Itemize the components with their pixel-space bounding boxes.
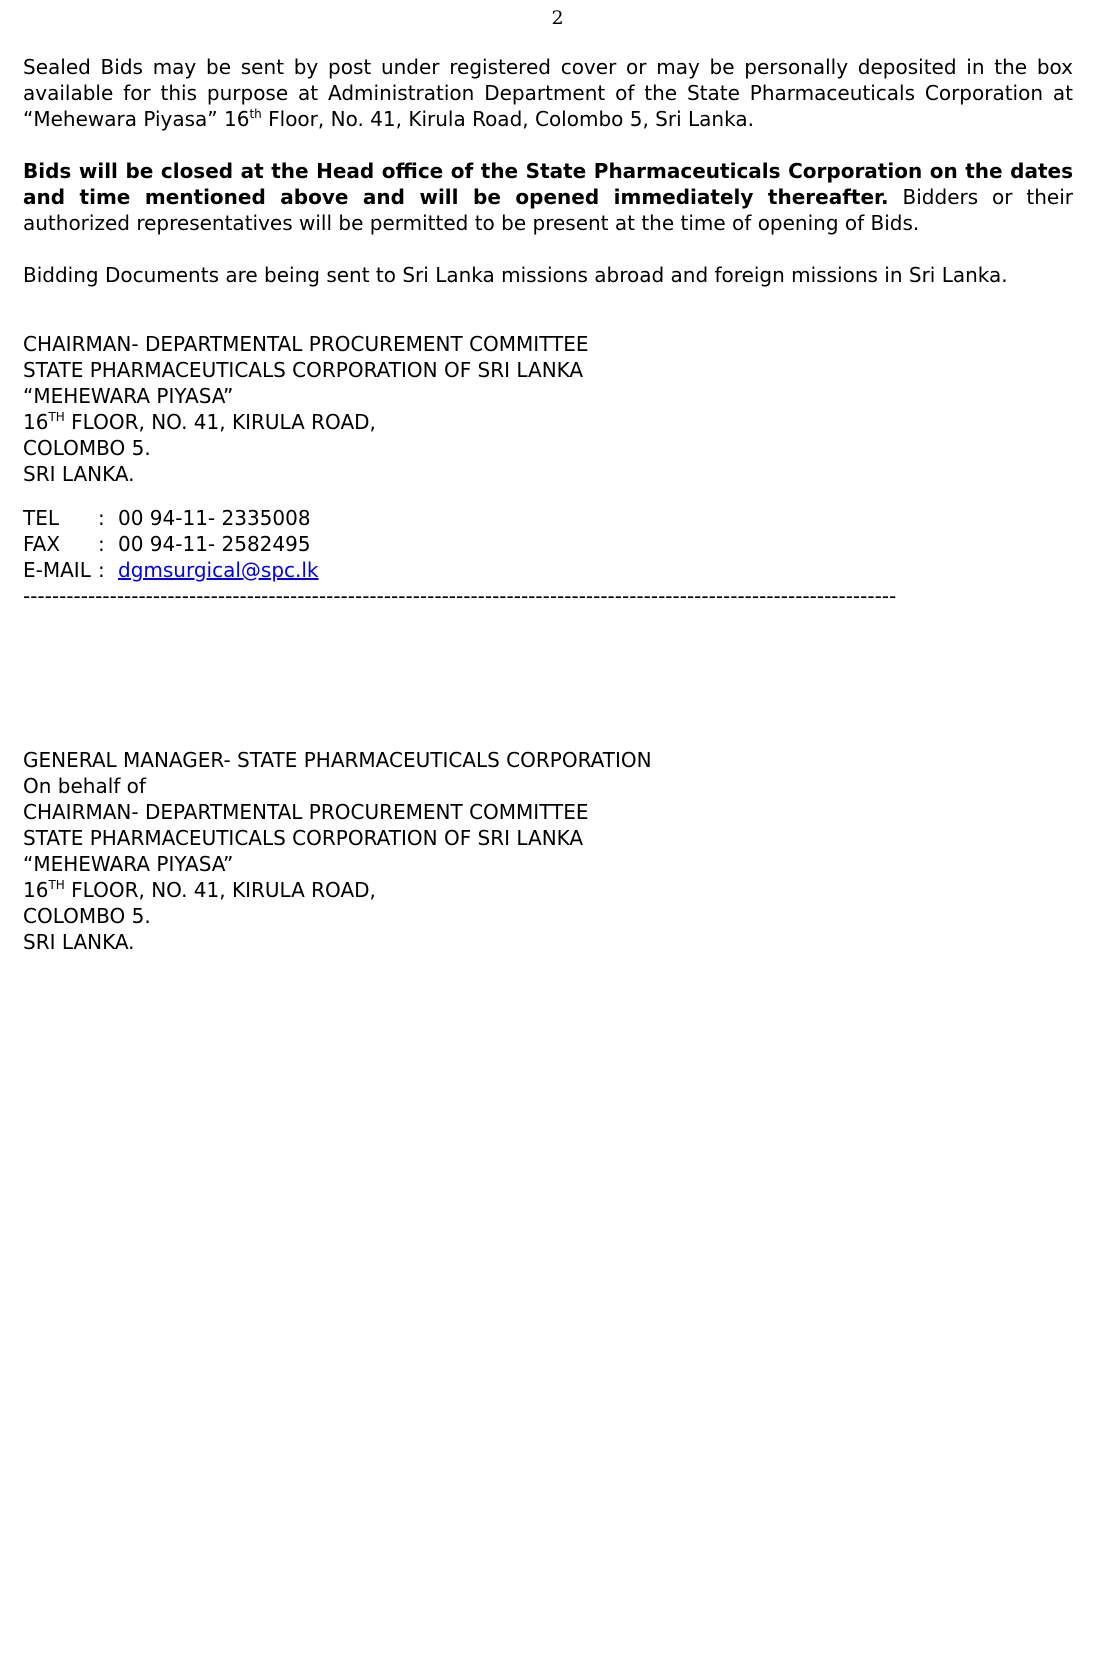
address-line: CHAIRMAN- DEPARTMENTAL PROCUREMENT COMMITTEE — [23, 332, 589, 356]
paragraph-sealed-bids-text-end: Floor, No. 41, Kirula Road, Colombo 5, Sri Lanka. — [261, 107, 754, 131]
ordinal-suffix: TH — [48, 878, 65, 892]
bid-closing-text: Bidders or their authorized representatives will be permitted to be present at the time of opening of Bids. — [23, 185, 1073, 235]
address-line: STATE PHARMACEUTICALS CORPORATION OF SRI LANKA — [23, 358, 584, 382]
address-block-chairman — [23, 331, 1073, 487]
contact-row-fax — [23, 531, 1073, 557]
separator: : — [98, 506, 105, 530]
tel-label: TEL — [23, 506, 59, 530]
address-line: SRI LANKA. — [23, 930, 135, 954]
address-line-floor — [23, 877, 1073, 903]
address-block-general-manager — [23, 747, 1073, 955]
address-line: GENERAL MANAGER- STATE PHARMACEUTICALS CORPORATION — [23, 748, 652, 772]
fax-label: FAX — [23, 532, 61, 556]
ordinal-suffix: th — [249, 107, 262, 121]
paragraph-bid-closing — [23, 158, 1073, 236]
contact-row-tel — [23, 505, 1073, 531]
floor-number: 16 — [23, 410, 49, 434]
fax-value: 00 94-11- 2582495 — [118, 532, 311, 556]
paragraph-sealed-bids — [23, 54, 1073, 132]
address-line: On behalf of — [23, 774, 146, 798]
separator: : — [98, 532, 105, 556]
paragraph-bidding-documents: Bidding Documents are being sent to Sri Lanka missions abroad and foreign missions in Sri Lanka. — [23, 263, 1008, 287]
email-label: E-MAIL — [23, 558, 91, 582]
floor-number: 16 — [23, 878, 49, 902]
document-body — [23, 54, 1073, 973]
dashed-divider: ------------------------------------------------------------------------------------------------------------------------- — [23, 584, 897, 608]
page-number: 2 — [551, 7, 564, 29]
address-line: STATE PHARMACEUTICALS CORPORATION OF SRI LANKA — [23, 826, 584, 850]
address-line-floor — [23, 409, 1073, 435]
address-line: “MEHEWARA PIYASA” — [23, 852, 234, 876]
address-line: “MEHEWARA PIYASA” — [23, 384, 234, 408]
address-line: CHAIRMAN- DEPARTMENTAL PROCUREMENT COMMITTEE — [23, 800, 589, 824]
separator: : — [98, 558, 105, 582]
address-line: SRI LANKA. — [23, 462, 135, 486]
email-link[interactable]: dgmsurgical@spc.lk — [118, 558, 319, 582]
contact-row-email — [23, 557, 1073, 583]
paragraph-sealed-bids-text: Sealed Bids may be sent by post under registered cover or may be personally deposited in the box available for this purpose at Administration Department of the State Pharmaceuticals Corporation at “Mehewara Piyasa” 16 — [23, 55, 1073, 131]
address-line: COLOMBO 5. — [23, 904, 151, 928]
address-line: COLOMBO 5. — [23, 436, 151, 460]
floor-street: FLOOR, NO. 41, KIRULA ROAD, — [64, 878, 376, 902]
floor-street: FLOOR, NO. 41, KIRULA ROAD, — [64, 410, 376, 434]
bid-closing-bold-text: Bids will be closed at the Head office of the State Pharmaceuticals Corporation on the dates and time mentioned above and will be opened immediately thereafter. — [23, 159, 1073, 209]
ordinal-suffix: TH — [48, 410, 65, 424]
tel-value: 00 94-11- 2335008 — [118, 506, 311, 530]
contact-block — [23, 505, 1073, 583]
